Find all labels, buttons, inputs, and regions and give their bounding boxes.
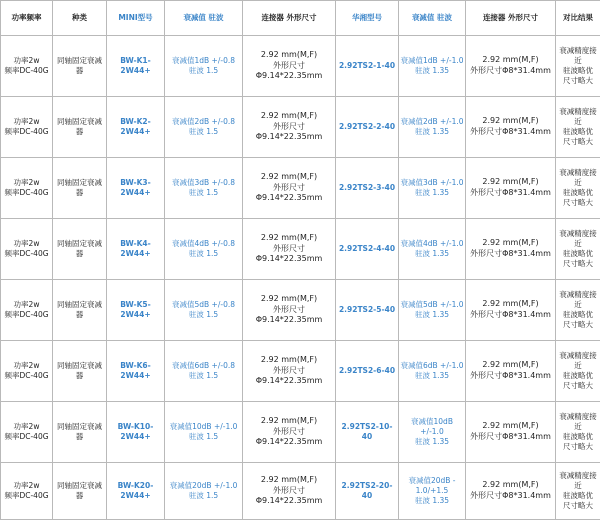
mini-model-cell: BW-K20-2W44+: [107, 463, 165, 520]
hx-atten-cell: 衰减值4dB +/-1.0 驻波 1.35: [399, 219, 466, 280]
mini-model-cell: BW-K1-2W44+: [107, 36, 165, 97]
header-mini-connector-size: 连接器 外形尺寸: [243, 1, 336, 36]
table-row: [1, 280, 600, 341]
hx-atten-cell: 衰减值20dB - 1.0/+1.5 驻波 1.35: [399, 463, 466, 520]
mini-atten-cell: 衰减值4dB +/-0.8 驻波 1.5: [165, 219, 243, 280]
hx-atten-cell: 衰减值6dB +/-1.0 驻波 1.35: [399, 341, 466, 402]
mini-atten-cell: 衰减值2dB +/-0.8 驻波 1.5: [165, 97, 243, 158]
hx-connector-cell: 2.92 mm(M,F) 外形尺寸Φ8*31.4mm: [466, 158, 556, 219]
hx-atten-cell: 衰减值1dB +/-1.0 驻波 1.35: [399, 36, 466, 97]
hx-model-cell: 2.92TS2-4-40: [336, 219, 399, 280]
type-cell: 同轴固定衰减器: [53, 402, 107, 463]
hx-connector-cell: 2.92 mm(M,F) 外形尺寸Φ8*31.4mm: [466, 280, 556, 341]
type-cell: 同轴固定衰减器: [53, 97, 107, 158]
hx-model-cell: 2.92TS2-10-40: [336, 402, 399, 463]
type-cell: 同轴固定衰减器: [53, 158, 107, 219]
power-frequency-cell: 功率2w 频率DC-40G: [1, 158, 53, 219]
type-cell: 同轴固定衰减器: [53, 36, 107, 97]
power-frequency-cell: 功率2w 频率DC-40G: [1, 97, 53, 158]
mini-connector-cell: 2.92 mm(M,F) 外形尺寸Φ9.14*22.35mm: [243, 219, 336, 280]
header-type: 种类: [53, 1, 107, 36]
hx-connector-cell: 2.92 mm(M,F) 外形尺寸Φ8*31.4mm: [466, 219, 556, 280]
header-hx-connector-size: 连接器 外形尺寸: [466, 1, 556, 36]
mini-model-cell: BW-K3-2W44+: [107, 158, 165, 219]
header-mini-atten-vswr: 衰减值 驻波: [165, 1, 243, 36]
mini-connector-cell: 2.92 mm(M,F) 外形尺寸Φ9.14*22.35mm: [243, 341, 336, 402]
hx-model-cell: 2.92TS2-5-40: [336, 280, 399, 341]
hx-connector-cell: 2.92 mm(M,F) 外形尺寸Φ8*31.4mm: [466, 341, 556, 402]
power-frequency-cell: 功率2w 频率DC-40G: [1, 463, 53, 520]
mini-atten-cell: 衰减值5dB +/-0.8 驻波 1.5: [165, 280, 243, 341]
hx-connector-cell: 2.92 mm(M,F) 外形尺寸Φ8*31.4mm: [466, 36, 556, 97]
mini-connector-cell: 2.92 mm(M,F) 外形尺寸Φ9.14*22.35mm: [243, 158, 336, 219]
mini-model-cell: BW-K4-2W44+: [107, 219, 165, 280]
table-row: [1, 36, 600, 97]
result-cell: 衰减精度接近 驻波略优 尺寸略大: [556, 463, 600, 520]
type-cell: 同轴固定衰减器: [53, 463, 107, 520]
hx-model-cell: 2.92TS2-2-40: [336, 97, 399, 158]
header-row: [1, 1, 600, 36]
type-cell: 同轴固定衰减器: [53, 280, 107, 341]
table-row: [1, 402, 600, 463]
header-hx-atten-vswr: 衰减值 驻波: [399, 1, 466, 36]
mini-model-cell: BW-K6-2W44+: [107, 341, 165, 402]
table-row: [1, 463, 600, 520]
table-row: [1, 219, 600, 280]
power-frequency-cell: 功率2w 频率DC-40G: [1, 402, 53, 463]
result-cell: 衰减精度接近 驻波略优 尺寸略大: [556, 97, 600, 158]
result-cell: 衰减精度接近 驻波略优 尺寸略大: [556, 219, 600, 280]
mini-atten-cell: 衰减值20dB +/-1.0 驻波 1.5: [165, 463, 243, 520]
hx-atten-cell: 衰减值3dB +/-1.0 驻波 1.35: [399, 158, 466, 219]
mini-connector-cell: 2.92 mm(M,F) 外形尺寸Φ9.14*22.35mm: [243, 463, 336, 520]
header-power-frequency: 功率频率: [1, 1, 53, 36]
header-hx-model: 华湘型号: [336, 1, 399, 36]
hx-connector-cell: 2.92 mm(M,F) 外形尺寸Φ8*31.4mm: [466, 97, 556, 158]
hx-atten-cell: 衰减值10dB +/-1.0 驻波 1.35: [399, 402, 466, 463]
hx-model-cell: 2.92TS2-1-40: [336, 36, 399, 97]
mini-connector-cell: 2.92 mm(M,F) 外形尺寸Φ9.14*22.35mm: [243, 97, 336, 158]
result-cell: 衰减精度接近 驻波略优 尺寸略大: [556, 36, 600, 97]
hx-model-cell: 2.92TS2-6-40: [336, 341, 399, 402]
mini-atten-cell: 衰减值6dB +/-0.8 驻波 1.5: [165, 341, 243, 402]
type-cell: 同轴固定衰减器: [53, 341, 107, 402]
hx-model-cell: 2.92TS2-3-40: [336, 158, 399, 219]
hx-atten-cell: 衰减值2dB +/-1.0 驻波 1.35: [399, 97, 466, 158]
mini-atten-cell: 衰减值3dB +/-0.8 驻波 1.5: [165, 158, 243, 219]
header-result: 对比结果: [556, 1, 600, 36]
mini-model-cell: BW-K10-2W44+: [107, 402, 165, 463]
table-row: [1, 158, 600, 219]
mini-connector-cell: 2.92 mm(M,F) 外形尺寸Φ9.14*22.35mm: [243, 280, 336, 341]
mini-atten-cell: 衰减值1dB +/-0.8 驻波 1.5: [165, 36, 243, 97]
hx-connector-cell: 2.92 mm(M,F) 外形尺寸Φ8*31.4mm: [466, 463, 556, 520]
mini-connector-cell: 2.92 mm(M,F) 外形尺寸Φ9.14*22.35mm: [243, 402, 336, 463]
mini-connector-cell: 2.92 mm(M,F) 外形尺寸Φ9.14*22.35mm: [243, 36, 336, 97]
hx-atten-cell: 衰减值5dB +/-1.0 驻波 1.35: [399, 280, 466, 341]
result-cell: 衰减精度接近 驻波略优 尺寸略大: [556, 341, 600, 402]
power-frequency-cell: 功率2w 频率DC-40G: [1, 36, 53, 97]
mini-model-cell: BW-K2-2W44+: [107, 97, 165, 158]
power-frequency-cell: 功率2w 频率DC-40G: [1, 280, 53, 341]
table-row: [1, 341, 600, 402]
result-cell: 衰减精度接近 驻波略优 尺寸略大: [556, 158, 600, 219]
power-frequency-cell: 功率2w 频率DC-40G: [1, 219, 53, 280]
result-cell: 衰减精度接近 驻波略优 尺寸略大: [556, 402, 600, 463]
power-frequency-cell: 功率2w 频率DC-40G: [1, 341, 53, 402]
result-cell: 衰减精度接近 驻波略优 尺寸略大: [556, 280, 600, 341]
mini-model-cell: BW-K5-2W44+: [107, 280, 165, 341]
hx-model-cell: 2.92TS2-20-40: [336, 463, 399, 520]
table-row: [1, 97, 600, 158]
mini-atten-cell: 衰减值10dB +/-1.0 驻波 1.5: [165, 402, 243, 463]
type-cell: 同轴固定衰减器: [53, 219, 107, 280]
header-mini-model: MINI型号: [107, 1, 165, 36]
hx-connector-cell: 2.92 mm(M,F) 外形尺寸Φ8*31.4mm: [466, 402, 556, 463]
